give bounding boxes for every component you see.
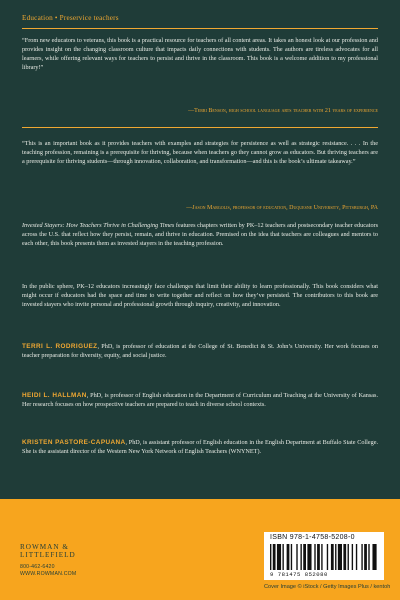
endorsement-attribution-2: —Jason Margolis, professor of education, Duquesne University, Pittsburgh, PA [186, 205, 378, 211]
book-title: Invested Stayers: How Teachers Thrive in Challenging Times [22, 222, 175, 229]
endorsement-quote-2: “This is an important book as it provides teachers with examples and strategies for persistence as well as strategic resistance. . . . In the teaching profession, remaining is a prerequisite for thriving, because when teachers go they cannot grow as educators. But thriving teachers are a prerequisite for thriving students—through innovation, collaboration, and transformation—and this is the book’s ultimate takeaway.” [22, 140, 378, 166]
description-paragraph-2: In the public sphere, PK–12 educators increasingly face challenges that limit their ability to learn professionally. This book considers what might occur if educators had the space and time to write together and reflect on how they’ve persisted. The contributors to this book are invested stayers who invite personal and professional growth through inquiry, creativity, and innovation. [22, 283, 378, 309]
publisher-url: WWW.ROWMAN.COM [20, 571, 77, 577]
author-name-2: HEIDI L. HALLMAN [22, 392, 87, 399]
author-name-3: KRISTEN PASTORE-CAPUANA [22, 439, 126, 446]
endorsement-quote-1: “From new educators to veterans, this book is a practical resource for teachers of all content areas. It takes an honest look at our profession and provides insight on the changing classroom culture that impacts daily connections with students. The authors are tireless advocates for all learners, while offering relevant ways for teachers to persist and thrive in the classroom. This book is a welcome addition to my professional library!” [22, 37, 378, 72]
publisher-phone: 800-462-6420 [20, 564, 55, 570]
divider-middle [22, 127, 378, 128]
isbn-number: ISBN 978-1-4758-5208-0 [270, 534, 355, 541]
author-bio-1 [22, 342, 378, 360]
divider-top [22, 28, 378, 29]
author-bio-3 [22, 438, 378, 456]
barcode-icon [270, 544, 378, 570]
author-bio-text-1: , PhD, is professor of education at the College of St. Benedict & St. John’s University. Her work focuses on teacher preparation for diversity, equity, and social justice. [22, 343, 378, 360]
publisher-name-line-2: LITTLEFIELD [20, 551, 76, 559]
category-label: Education • Preservice teachers [22, 14, 119, 22]
barcode-digits: 9 781475 852080 [270, 571, 328, 578]
endorsement-attribution-1: —Terri Benson, high school language arts teacher with 21 years of experience [188, 108, 378, 114]
author-bio-2 [22, 391, 378, 409]
description-paragraph-1 [22, 221, 378, 248]
author-bio-text-3: , PhD, is assistant professor of English education in the English Department at Buffalo State College. She is the assistant director of the Western New York Network of English Teachers (WNYNET). [22, 439, 378, 456]
publisher-name-line-1: ROWMAN & [20, 543, 69, 551]
isbn-barcode [264, 532, 384, 580]
cover-image-credit: Cover Image © iStock / Getty Images Plus / kentoh [264, 584, 391, 590]
author-bio-text-2: , PhD, is professor of English education in the Department of Curriculum and Teaching at the University of Kansas. Her research focuses on how prospective teachers are prepared to teach in diverse school contexts. [22, 392, 378, 409]
description-paragraph-1-text: features chapters written by PK–12 teachers and postsecondary teacher educators across the U.S. that reflect how they persist, remain, and thrive in education. Premised on the idea that teachers are colleagues and mentors to each other, this book presents them as invested stayers in the teaching profession. [22, 222, 379, 248]
author-name-1: TERRI L. RODRIGUEZ [22, 343, 98, 350]
publisher-logo [20, 543, 80, 578]
